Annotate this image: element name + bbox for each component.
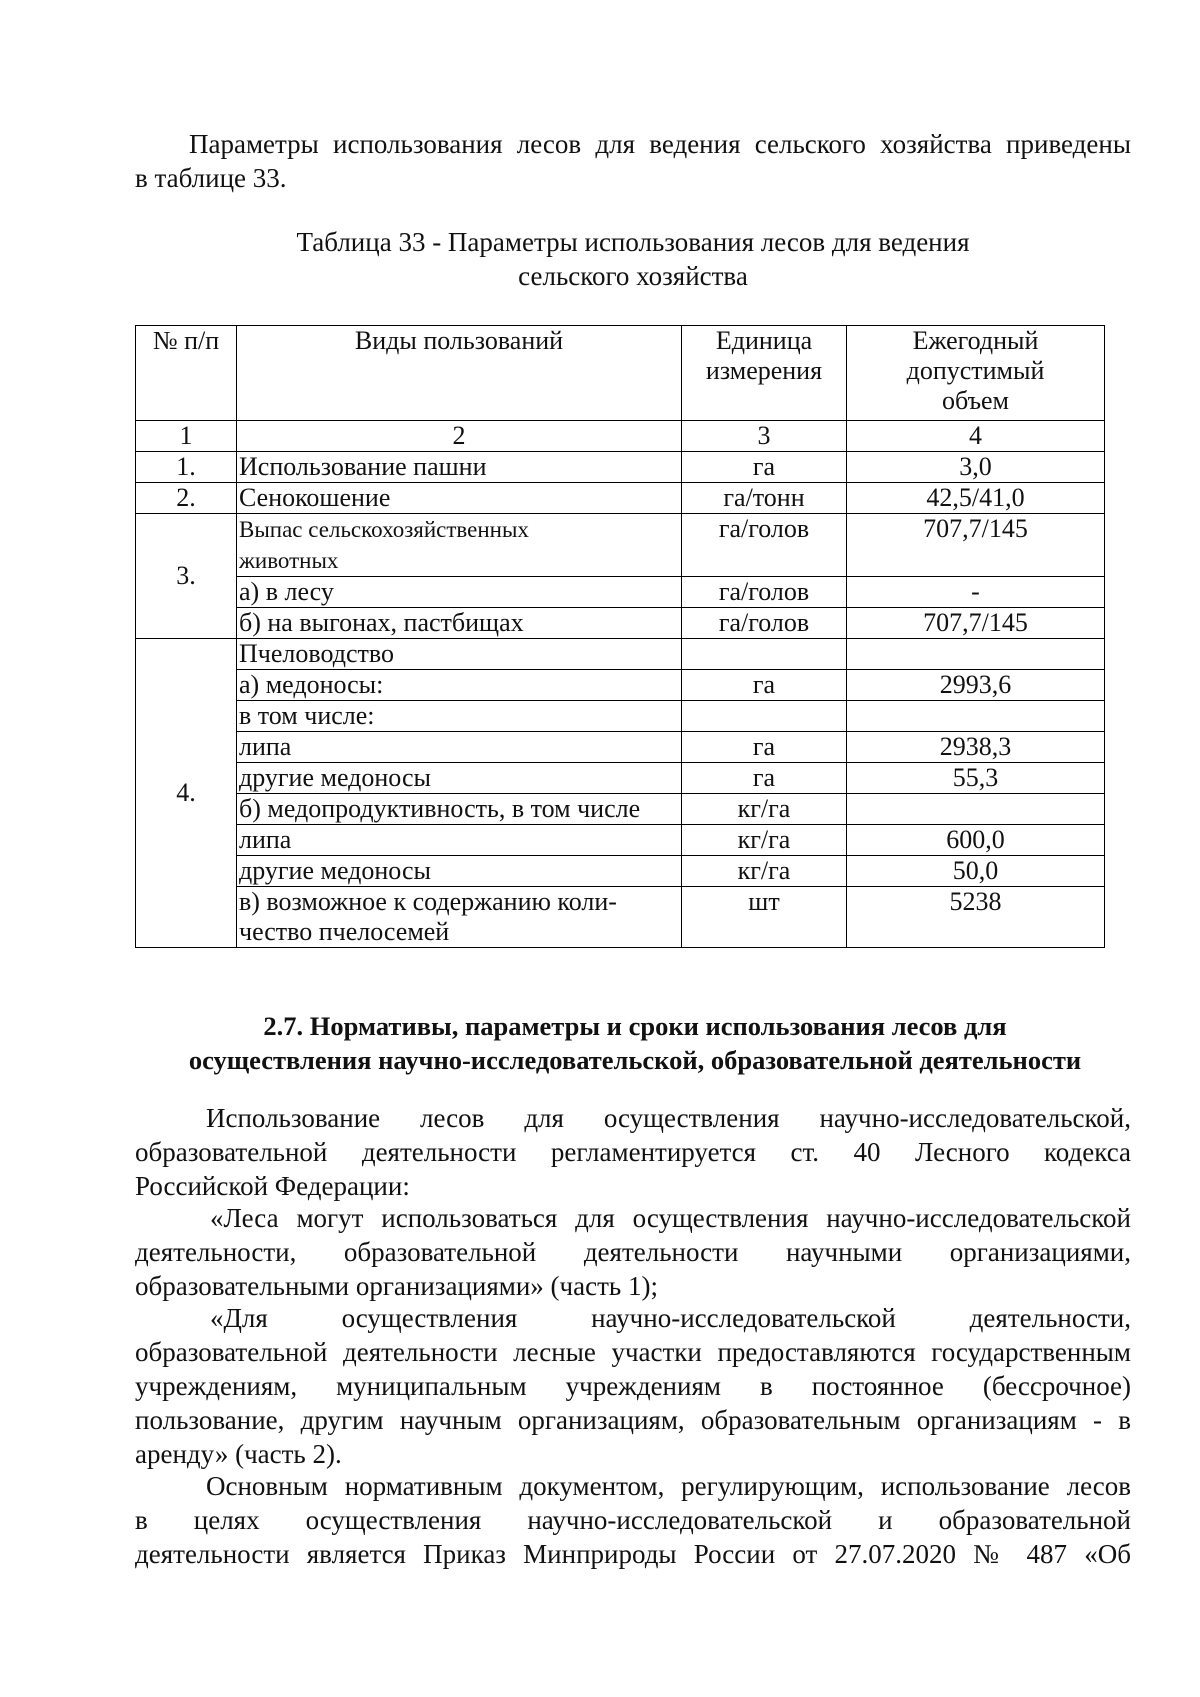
row-value: 3,0 (847, 452, 1105, 483)
table-row (136, 514, 1105, 577)
row-unit (682, 639, 847, 670)
row-value: 42,5/41,0 (847, 483, 1105, 514)
row-num: 1. (136, 452, 237, 483)
row-unit: га (682, 452, 847, 483)
row-unit: га/голов (682, 577, 847, 608)
p4-line-3: деятельности является Приказ Минприроды России от 27.07.2020 № 487 «Об (135, 1539, 1131, 1569)
row-value: - (847, 577, 1105, 608)
row-kind-line-1: в) возможное к содержанию коли- (239, 887, 617, 916)
table-header-row (136, 326, 1105, 421)
row-unit: га/голов (682, 514, 847, 577)
row-kind: а) медоносы: (237, 670, 682, 701)
header-num-text: № п/п (152, 326, 220, 355)
row-value: 707,7/145 (847, 514, 1105, 577)
row-kind: Использование пашни (237, 452, 682, 483)
p1-line-3: Российской Федерации: (135, 1171, 410, 1201)
header-num (136, 326, 237, 421)
row-unit: га (682, 670, 847, 701)
p3-line-5: аренду» (часть 2). (135, 1439, 342, 1469)
row-unit: шт (682, 887, 847, 948)
row-kind (237, 514, 682, 577)
row-value: 707,7/145 (847, 608, 1105, 639)
row-value: 2938,3 (847, 732, 1105, 763)
row-num: 2. (136, 483, 237, 514)
row-kind: липа (237, 825, 682, 856)
table-row (136, 856, 1105, 887)
row-kind: Сенокошение (237, 483, 682, 514)
section-title-line-2: осуществления научно-исследовательской, образовательной деятельности (188, 1045, 1082, 1075)
header-volume (847, 326, 1105, 421)
p4-line-2: в целях осуществления научно-исследовательской и образовательной (135, 1505, 1131, 1535)
p2-line-2: деятельности, образовательной деятельности научными организациями, (135, 1237, 1131, 1267)
column-number-row (136, 421, 1105, 452)
p2-line-3: образовательными организациями» (часть 1); (135, 1271, 658, 1301)
p3-line-3: учреждениям, муниципальным учреждениям в постоянное (бессрочное) (135, 1371, 1131, 1401)
row-kind: б) на выгонах, пастбищах (237, 608, 682, 639)
p4-line-1: Основным нормативным документом, регулирующим, использование лесов (206, 1471, 1131, 1501)
row-unit: га/голов (682, 608, 847, 639)
row-value (847, 794, 1105, 825)
header-volume-line-2: допустимый (906, 356, 1045, 385)
table-row (136, 483, 1105, 514)
row-kind (237, 887, 682, 948)
row-value (847, 701, 1105, 732)
table-caption-line-2: сельского хозяйства (518, 261, 748, 291)
colnum-1: 1 (136, 421, 237, 452)
table-row (136, 825, 1105, 856)
row-kind-line-1: Выпас сельскохозяйственных (239, 517, 529, 542)
row-unit: кг/га (682, 794, 847, 825)
header-unit-line-1: Единица (715, 326, 813, 355)
row-unit (682, 701, 847, 732)
row-kind-line-2: чество пчелосемей (239, 917, 450, 946)
colnum-4: 4 (847, 421, 1105, 452)
row-kind: б) медопродуктивность, в том числе (237, 794, 682, 825)
row-kind-line-2: животных (239, 548, 339, 573)
colnum-3: 3 (682, 421, 847, 452)
table-row (136, 732, 1105, 763)
row-kind: в том числе: (237, 701, 682, 732)
row-kind: а) в лесу (237, 577, 682, 608)
row-kind: Пчеловодство (237, 639, 682, 670)
header-volume-line-1: Ежегодный (912, 326, 1039, 355)
table-row (136, 763, 1105, 794)
intro-line-2: в таблице 33. (135, 163, 287, 193)
table-row (136, 794, 1105, 825)
row-unit: га (682, 763, 847, 794)
row-value: 5238 (847, 887, 1105, 948)
row-unit: га/тонн (682, 483, 847, 514)
header-unit (682, 326, 847, 421)
header-kind: Виды пользований (237, 326, 682, 421)
row-value (847, 639, 1105, 670)
colnum-2: 2 (237, 421, 682, 452)
row-kind: другие медоносы (237, 856, 682, 887)
intro-line-1: Параметры использования лесов для ведения сельского хозяйства приведены (189, 129, 1131, 159)
p3-line-4: пользование, другим научным организациям, образовательным организациям - в (135, 1405, 1131, 1435)
table-row (136, 452, 1105, 483)
table-row (136, 639, 1105, 670)
row-unit: кг/га (682, 856, 847, 887)
table-row (136, 577, 1105, 608)
row-value: 600,0 (847, 825, 1105, 856)
row-kind: липа (237, 732, 682, 763)
table-row (136, 701, 1105, 732)
p3-line-1: «Для осуществления научно-исследовательской деятельности, (210, 1303, 1131, 1333)
row-unit: га (682, 732, 847, 763)
row-num: 4. (136, 639, 237, 948)
row-unit: кг/га (682, 825, 847, 856)
table-row (136, 608, 1105, 639)
row-num: 3. (136, 514, 237, 639)
p2-line-1: «Леса могут использоваться для осуществления научно-исследовательской (210, 1203, 1131, 1233)
row-kind: другие медоносы (237, 763, 682, 794)
p1-line-1: Использование лесов для осуществления научно-исследовательской, (206, 1103, 1131, 1133)
header-unit-line-2: измерения (705, 356, 823, 385)
section-title-line-1: 2.7. Нормативы, параметры и сроки использования лесов для (263, 1011, 1007, 1041)
table-row (136, 670, 1105, 701)
parameters-table (135, 325, 1105, 948)
table-row (136, 887, 1105, 948)
p3-line-2: образовательной деятельности лесные участки предоставляются государственным (135, 1337, 1131, 1367)
table-caption-line-1: Таблица 33 - Параметры использования лесов для ведения (296, 227, 970, 257)
row-value: 2993,6 (847, 670, 1105, 701)
header-volume-line-3: объем (941, 386, 1010, 415)
row-value: 55,3 (847, 763, 1105, 794)
row-value: 50,0 (847, 856, 1105, 887)
p1-line-2: образовательной деятельности регламентируется ст. 40 Лесного кодекса (135, 1137, 1131, 1167)
